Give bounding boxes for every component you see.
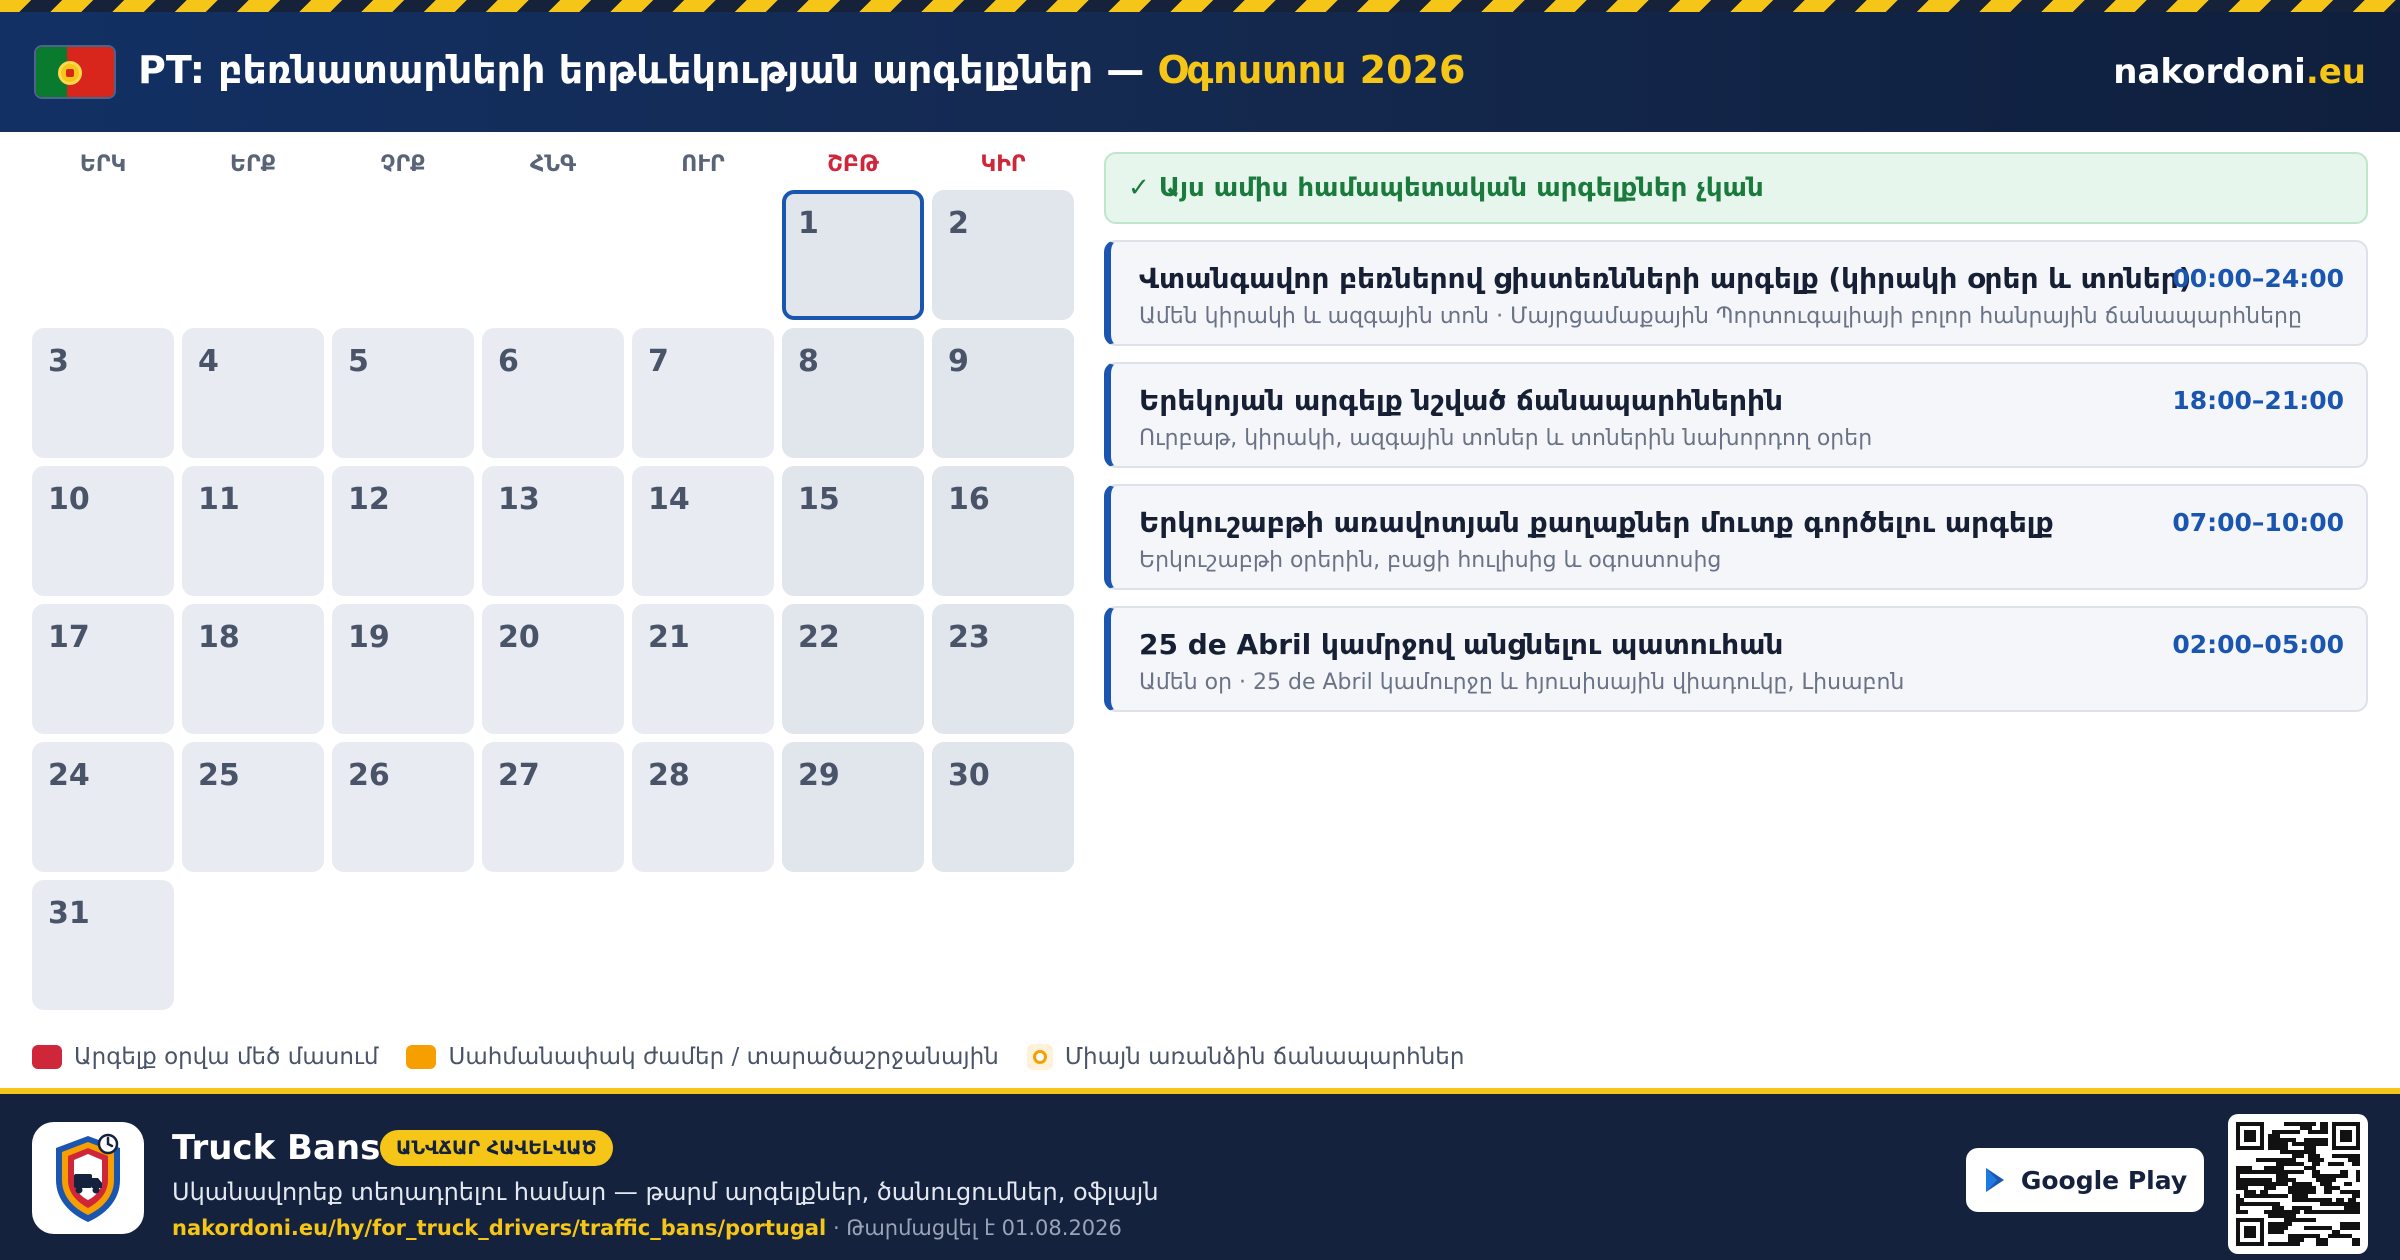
calendar-day[interactable] bbox=[782, 328, 924, 458]
no-national-bans-notice: ✓ Այս ամիս համապետական արգելքներ չկան bbox=[1104, 152, 2368, 224]
orange-swatch-icon bbox=[406, 1045, 436, 1069]
qr-code-pattern bbox=[2236, 1122, 2360, 1246]
calendar-day[interactable] bbox=[332, 328, 474, 458]
page-title-month: Օգոստոս 2026 bbox=[1157, 48, 1466, 92]
calendar-day-number: 29 bbox=[798, 758, 840, 793]
free-app-badge: ԱՆՎՃԱՐ ՀԱՎԵԼՎԱԾ bbox=[380, 1130, 613, 1166]
calendar-day[interactable] bbox=[482, 466, 624, 596]
weekday-header: ՀՆԳ bbox=[529, 152, 577, 177]
calendar-day[interactable] bbox=[332, 604, 474, 734]
google-play-label: Google Play bbox=[2020, 1165, 2188, 1195]
source-url-link[interactable]: nakordoni.eu/hy/for_truck_drivers/traffic_bans/portugal bbox=[172, 1216, 827, 1240]
ban-card[interactable] bbox=[1104, 362, 2368, 468]
hazard-stripe bbox=[0, 0, 2400, 12]
app-name: Truck Bans bbox=[172, 1128, 381, 1168]
calendar-day-number: 12 bbox=[348, 482, 390, 517]
calendar-day[interactable] bbox=[482, 742, 624, 872]
legend-label: Միայն առանձին ճանապարհներ bbox=[1064, 1044, 1465, 1070]
calendar-day[interactable] bbox=[182, 466, 324, 596]
calendar-day[interactable] bbox=[482, 604, 624, 734]
calendar-day-number: 19 bbox=[348, 620, 390, 655]
page-header bbox=[0, 12, 2400, 132]
legend-label: Սահմանափակ ժամեր / տարածաշրջանային bbox=[448, 1044, 999, 1070]
calendar-day-number: 26 bbox=[348, 758, 390, 793]
calendar-day[interactable] bbox=[32, 742, 174, 872]
brand-tld: .eu bbox=[2305, 52, 2366, 92]
calendar-day[interactable] bbox=[632, 742, 774, 872]
calendar-day-number: 10 bbox=[48, 482, 90, 517]
calendar-day[interactable] bbox=[32, 880, 174, 1010]
calendar-day-number: 2 bbox=[948, 206, 969, 241]
calendar-day-number: 1 bbox=[798, 206, 819, 241]
calendar-day[interactable] bbox=[932, 466, 1074, 596]
weekday-header: ՈՒՐ bbox=[681, 152, 725, 177]
calendar-day-number: 9 bbox=[948, 344, 969, 379]
ban-hours: 18:00–21:00 bbox=[2172, 386, 2344, 415]
ban-title: Երեկոյան արգելք նշված ճանապարհներին bbox=[1139, 384, 1783, 417]
weekday-header: ՇԲԹ bbox=[827, 152, 879, 177]
calendar-day[interactable] bbox=[632, 604, 774, 734]
calendar-day-number: 11 bbox=[198, 482, 240, 517]
calendar-day-number: 16 bbox=[948, 482, 990, 517]
calendar-day[interactable] bbox=[332, 466, 474, 596]
calendar-day-number: 18 bbox=[198, 620, 240, 655]
ban-hours: 07:00–10:00 bbox=[2172, 508, 2344, 537]
calendar-day-number: 25 bbox=[198, 758, 240, 793]
ban-title: Վտանգավոր բեռներով ցիստեռնների արգելք (կիրակի օրեր և տոներ) bbox=[1139, 262, 2192, 295]
calendar-day[interactable] bbox=[32, 328, 174, 458]
ring-swatch-icon bbox=[1027, 1044, 1053, 1070]
ban-subtitle: Երկուշաբթի օրերին, բացի հուլիսից և օգոստոսից bbox=[1139, 548, 1722, 573]
brand-logo[interactable] bbox=[2113, 52, 2366, 92]
weekday-header: ՉՐՔ bbox=[380, 152, 426, 177]
calendar-day-number: 24 bbox=[48, 758, 90, 793]
calendar-day[interactable] bbox=[332, 742, 474, 872]
calendar-day-number: 8 bbox=[798, 344, 819, 379]
calendar-day-number: 15 bbox=[798, 482, 840, 517]
qr-code-icon[interactable] bbox=[2228, 1114, 2368, 1254]
ban-card[interactable] bbox=[1104, 240, 2368, 346]
calendar-day-number: 21 bbox=[648, 620, 690, 655]
ban-subtitle: Ուրբաթ, կիրակի, ազգային տոներ և տոներին նախորդող օրեր bbox=[1139, 426, 1873, 451]
portugal-flag-icon bbox=[34, 45, 116, 99]
weekday-header: ԿԻՐ bbox=[980, 152, 1026, 177]
legend bbox=[32, 1044, 1492, 1070]
calendar-day-number: 7 bbox=[648, 344, 669, 379]
app-tagline: Սկանավորեք տեղադրելու համար — թարմ արգելքներ, ծանուցումներ, օֆլայն bbox=[172, 1178, 1159, 1206]
calendar-day[interactable] bbox=[632, 328, 774, 458]
calendar-day-number: 23 bbox=[948, 620, 990, 655]
ban-card[interactable] bbox=[1104, 484, 2368, 590]
source-line bbox=[172, 1216, 1122, 1240]
calendar-day-number: 14 bbox=[648, 482, 690, 517]
calendar-day-number: 30 bbox=[948, 758, 990, 793]
calendar-day[interactable] bbox=[782, 190, 924, 320]
calendar-day[interactable] bbox=[932, 604, 1074, 734]
truck-bans-app-icon[interactable] bbox=[32, 1122, 144, 1234]
shield-truck-icon bbox=[32, 1122, 144, 1234]
play-store-icon bbox=[1983, 1166, 2007, 1194]
calendar-day-number: 3 bbox=[48, 344, 69, 379]
calendar-day[interactable] bbox=[932, 742, 1074, 872]
calendar-day-number: 17 bbox=[48, 620, 90, 655]
calendar-day-number: 4 bbox=[198, 344, 219, 379]
calendar-day[interactable] bbox=[932, 190, 1074, 320]
calendar-day-number: 27 bbox=[498, 758, 540, 793]
calendar-day-number: 28 bbox=[648, 758, 690, 793]
ban-title: 25 de Abril կամրջով անցնելու պատուհան bbox=[1139, 628, 1784, 661]
ban-subtitle: Ամեն կիրակի և ազգային տոն · Մայրցամաքային Պորտուգալիայի բոլոր հանրային ճանապարհները bbox=[1139, 304, 2302, 329]
ban-subtitle: Ամեն օր · 25 de Abril կամուրջը և հյուսիսային վիադուկը, Լիսաբոն bbox=[1139, 670, 1905, 695]
calendar-day-number: 6 bbox=[498, 344, 519, 379]
calendar-day[interactable] bbox=[32, 466, 174, 596]
ban-hours: 02:00–05:00 bbox=[2172, 630, 2344, 659]
calendar-day-number: 13 bbox=[498, 482, 540, 517]
calendar-day[interactable] bbox=[32, 604, 174, 734]
calendar-day-number: 20 bbox=[498, 620, 540, 655]
calendar-day[interactable] bbox=[182, 604, 324, 734]
calendar-day[interactable] bbox=[182, 742, 324, 872]
ban-title: Երկուշաբթի առավոտյան քաղաքներ մուտք գործելու արգելք bbox=[1139, 506, 2054, 539]
legend-label: Արգելք օրվա մեծ մասում bbox=[74, 1044, 379, 1070]
page-title-prefix: PT: բեռնատարների երթևեկության արգելքներ — bbox=[138, 48, 1158, 92]
calendar-day[interactable] bbox=[482, 328, 624, 458]
page-title bbox=[138, 48, 1465, 92]
ban-hours: 00:00–24:00 bbox=[2172, 264, 2344, 293]
calendar-day-number: 5 bbox=[348, 344, 369, 379]
weekday-header: ԵՐՔ bbox=[229, 152, 277, 177]
calendar-day[interactable] bbox=[782, 466, 924, 596]
calendar-day[interactable] bbox=[782, 604, 924, 734]
legend-item-limited bbox=[406, 1044, 998, 1070]
calendar-day[interactable] bbox=[782, 742, 924, 872]
brand-name: nakordoni bbox=[2113, 52, 2306, 92]
google-play-button[interactable] bbox=[1966, 1148, 2204, 1212]
red-swatch-icon bbox=[32, 1045, 62, 1069]
legend-item-roads-only bbox=[1027, 1044, 1465, 1070]
calendar-day-number: 22 bbox=[798, 620, 840, 655]
calendar-day-number: 31 bbox=[48, 896, 90, 931]
ban-card[interactable] bbox=[1104, 606, 2368, 712]
updated-date: · Թարմացվել է 01.08.2026 bbox=[826, 1216, 1122, 1240]
calendar-day[interactable] bbox=[932, 328, 1074, 458]
app-promo-footer bbox=[0, 1088, 2400, 1260]
calendar-day[interactable] bbox=[182, 328, 324, 458]
calendar-day[interactable] bbox=[632, 466, 774, 596]
weekday-header: ԵՐԿ bbox=[79, 152, 127, 177]
legend-item-full-day bbox=[32, 1044, 378, 1070]
